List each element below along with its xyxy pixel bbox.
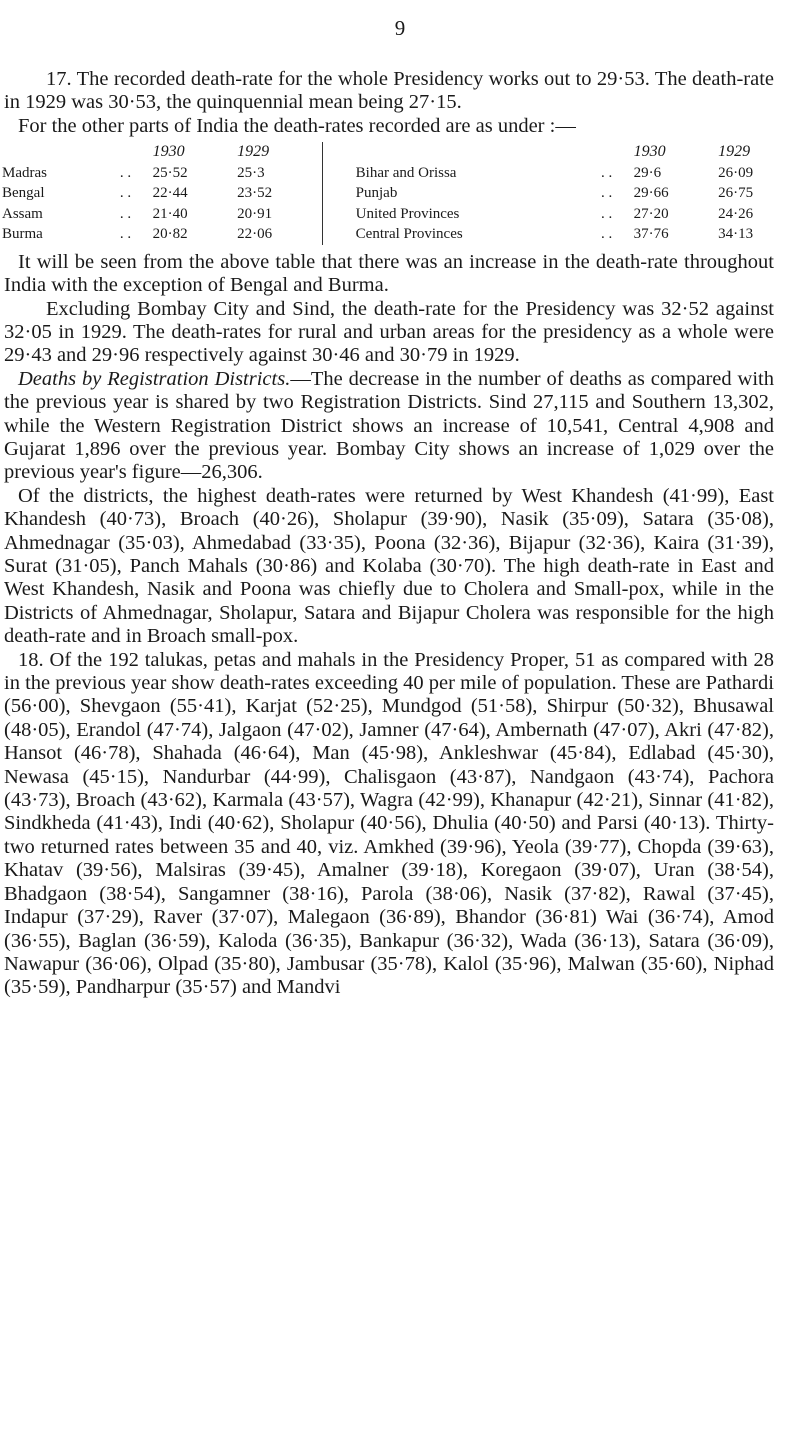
rate-1930: 25·52	[152, 164, 188, 181]
page-number: 9	[394, 16, 406, 40]
rate-1930: 27·20	[633, 205, 669, 222]
leader-dots: . .	[600, 185, 613, 202]
table-intro: For the other parts of India the death-rates recorded are as under :—	[18, 114, 576, 137]
table-row	[0, 163, 800, 184]
header-1929-right: 1929	[718, 143, 751, 161]
rate-1930: 21·40	[152, 205, 188, 222]
leader-dots: . .	[119, 164, 132, 181]
rate-1929: 26·75	[718, 185, 754, 202]
rate-1929: 24·26	[718, 205, 754, 222]
deaths-heading: Deaths by Registration Districts.	[18, 367, 291, 390]
province-name: United Provinces	[355, 205, 460, 222]
rate-1929: 34·13	[718, 226, 754, 243]
province-name: Burma	[2, 226, 43, 243]
table-header-row	[0, 142, 800, 163]
province-name: Bihar and Orissa	[355, 164, 457, 181]
province-name: Punjab	[355, 185, 398, 202]
leader-dots: . .	[119, 185, 132, 202]
rate-1929: 25·3	[237, 164, 265, 181]
paragraph-deaths-by-registration	[0, 368, 800, 485]
province-name: Central Provinces	[355, 226, 463, 243]
death-rate-table	[0, 142, 800, 245]
paragraph-18: 18. Of the 192 talukas, petas and mahals in the Presidency Proper, 51 as compared with 28 in the previous year show death-rates exceeding 40 per mile of population. These are Pathardi (56·00), Shevgaon (55·41), Karjat (52·25), Mundgod (51·58), Shirpur (50·32), Bhusawal (48·05), Erandol (47·74), Jalgaon (47·02), Jamner (47·64), Ambernath (47·07), Akri (47·82), Hansot (46·78), Shahada (46·64), Man (45·98), Ankleshwar (45·84), Edlabad (45·30), Newasa (45·15), Nandurbar (44·99), Chalisgaon (43·87), Nandgaon (43·74), Pachora (43·73), Broach (43·62), Karmala (43·57), Wagra (42·99), Khanapur (42·21), Sinnar (41·82), Sindkheda (41·43), Indi (40·62), Sholapur (40·56), Dhulia (40·50) and Parsi (40·13). Thirty-two returned rates between 35 and 40, viz. Amkhed (39·96), Yeola (39·77), Chopda (39·63), Khatav (39·56), Malsiras (39·45), Amalner (39·18), Koregaon (39·07), Uran (38·54), Bhadgaon (38·54), Sangamner (38·16), Parola (38·06), Nasik (37·82), Rawal (37·45), Indapur (37·29), Raver (37·07), Malegaon (36·89), Bhandor (36·81) Wai (36·74), Amod (36·55), Baglan (36·59), Kaloda (36·35), Bankapur (36·32), Wada (36·13), Satara (36·09), Nawapur (36·06), Olpad (35·80), Jambusar (35·78), Kalol (35·96), Malwan (35·60), Niphad (35·59), Pandharpur (35·57) and Mandvi	[4, 648, 774, 999]
rate-1930: 29·66	[633, 185, 669, 202]
page-body	[0, 68, 800, 1000]
province-name: Assam	[2, 205, 43, 222]
paragraph-excluding-bombay: Excluding Bombay City and Sind, the death-rate for the Presidency was 32·52 against 32·05 in 1929. The death-rates for rural and urban areas for the presidency as a whole were 29·43 and 29·96 respectively against 30·46 and 30·79 in 1929.	[4, 297, 774, 367]
leader-dots: . .	[119, 226, 132, 243]
paragraph-table-comment: It will be seen from the above table that there was an increase in the death-rate throughout India with the exception of Bengal and Burma.	[4, 250, 774, 297]
rate-1930: 37·76	[633, 226, 669, 243]
table-row	[0, 183, 800, 204]
rate-1929: 23·52	[237, 185, 273, 202]
table-row	[0, 224, 800, 245]
deaths-text: —The decrease in the number of deaths as compared with the previous year is shared by two Registration Districts. Sind 27,115 and Southern 13,302, while the Western Registration District shows an increase of 10,541, Central 4,908 and Gujarat 1,896 over the previous year. Bombay City shows an increase of 1,029 over the previous year's figure—26,306.	[4, 367, 775, 484]
province-name: Madras	[2, 164, 47, 181]
table-row	[0, 204, 800, 225]
leader-dots: . .	[600, 205, 613, 222]
rate-1929: 22·06	[237, 226, 273, 243]
header-1930-right: 1930	[633, 143, 666, 161]
rate-1929: 26·09	[718, 164, 754, 181]
header-1929-left: 1929	[237, 143, 270, 161]
paragraph-17-intro: 17. The recorded death-rate for the whole Presidency works out to 29·53. The death-rate in 1929 was 30·53, the quinquennial mean being 27·15.	[4, 68, 774, 114]
leader-dots: . .	[600, 164, 613, 181]
province-name: Bengal	[2, 185, 45, 202]
rate-1930: 29·6	[633, 164, 662, 181]
leader-dots: . .	[119, 205, 132, 222]
leader-dots: . .	[600, 226, 613, 243]
header-1930-left: 1930	[152, 143, 185, 161]
rate-1930: 22·44	[152, 185, 188, 202]
rate-1930: 20·82	[152, 226, 188, 243]
paragraph-districts: Of the districts, the highest death-rates were returned by West Khandesh (41·99), East Khandesh (40·73), Broach (40·26), Sholapur (39·90), Nasik (35·09), Satara (35·08), Ahmednagar (35·03), Ahmedabad (33·35), Poona (32·36), Bijapur (32·36), Kaira (31·39), Surat (31·05), Panch Mahals (30·86) and Kolaba (30·70). The high death-rate in East and West Khandesh, Nasik and Poona was chiefly due to Cholera and Small-pox, while in the Districts of Ahmednagar, Sholapur, Satara and Bijapur Cholera was responsible for the high death-rate and in Broach small-pox.	[4, 484, 774, 648]
rate-1929: 20·91	[237, 205, 273, 222]
